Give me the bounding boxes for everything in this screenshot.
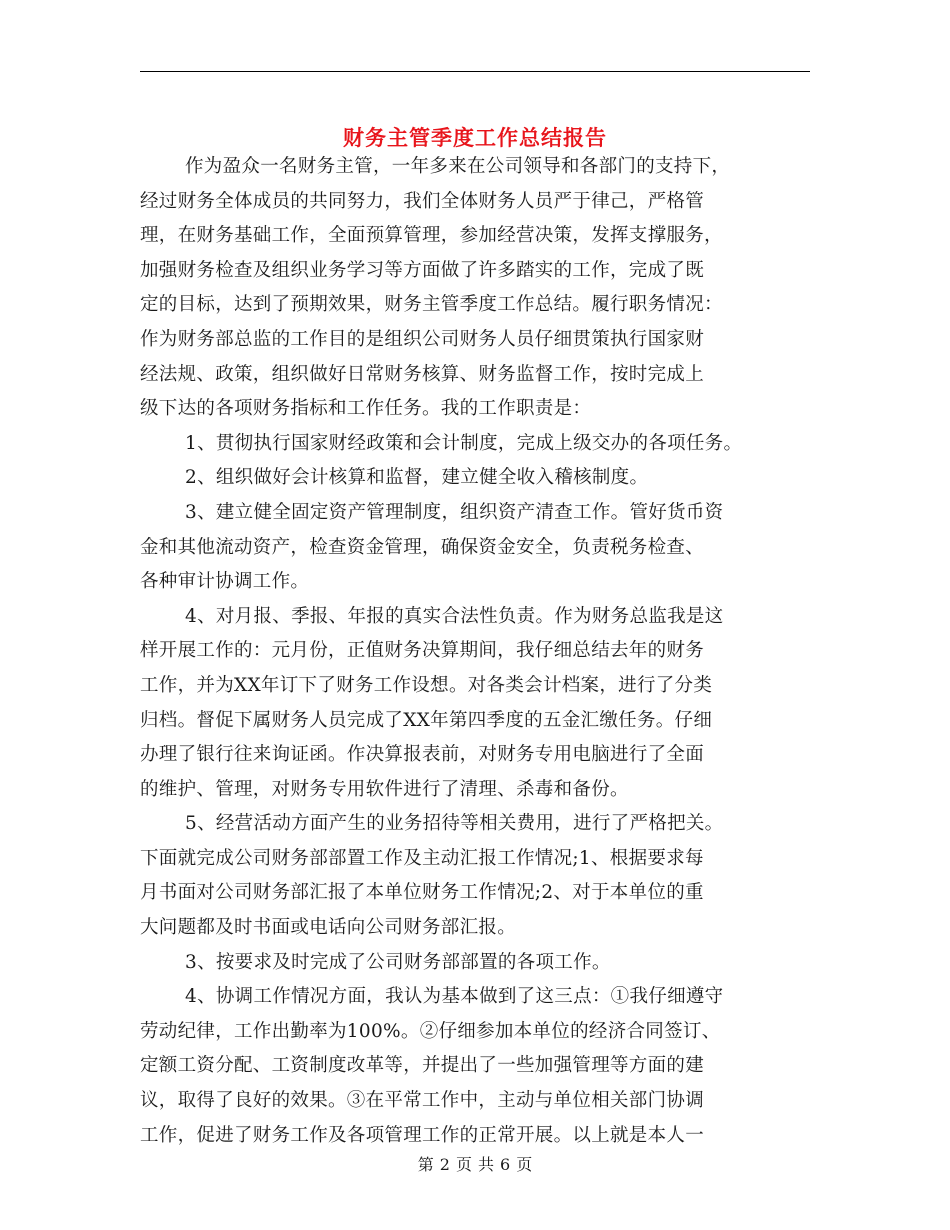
body-line: 样开展工作的：元月份，正值财务决算期间，我仔细总结去年的财务 [140, 640, 705, 662]
body-line: 工作，并为XX年订下了财务工作设想。对各类会计档案，进行了分类 [140, 674, 713, 696]
document-body [140, 150, 820, 1153]
body-line: 各种审计协调工作。 [140, 571, 310, 593]
footer-page-prefix: 第 [417, 1155, 434, 1174]
body-line: 办理了银行往来询证函。作决算报表前，对财务专用电脑进行了全面 [140, 744, 705, 766]
body-line: 大问题都及时书面或电话向公司财务部汇报。 [140, 917, 517, 939]
body-line: 作为财务部总监的工作目的是组织公司财务人员仔细贯策执行国家财 [140, 328, 705, 350]
body-line: 4、协调工作情况方面，我认为基本做到了这三点：①我仔细遵守 [185, 986, 724, 1008]
body-line: 作为盈众一名财务主管，一年多来在公司领导和各部门的支持下， [185, 156, 731, 177]
body-line: 议，取得了良好的效果。③在平常工作中，主动与单位相关部门协调 [140, 1090, 705, 1112]
footer-page-suffix: 页 [516, 1155, 533, 1174]
body-line: 1、贯彻执行国家财经政策和会计制度，完成上级交办的各项任务。 [185, 432, 743, 454]
body-line: 级下达的各项财务指标和工作任务。我的工作职责是： [140, 398, 592, 420]
footer-current-page: 2 [439, 1155, 450, 1174]
body-line: 定的目标，达到了预期效果，财务主管季度工作总结。履行职务情况： [140, 294, 723, 316]
body-line: 4、对月报、季报、年报的真实合法性负责。作为财务总监我是这 [185, 605, 724, 627]
footer-total-label: 共 [478, 1155, 495, 1174]
body-line: 归档。督促下属财务人员完成了XX年第四季度的五金汇缴任务。仔细 [140, 709, 713, 731]
body-line: 3、按要求及时完成了公司财务部部置的各项工作。 [185, 951, 611, 973]
body-line: 金和其他流动资产，检查资金管理，确保资金安全，负责税务检查、 [140, 536, 705, 558]
header-rule [140, 71, 810, 72]
body-line: 理，在财务基础工作，全面预算管理，参加经营决策，发挥支撑服务， [140, 225, 723, 247]
body-line: 加强财务检查及组织业务学习等方面做了许多踏实的工作，完成了既 [140, 259, 705, 281]
body-line: 3、建立健全固定资产管理制度，组织资产清查工作。管好货币资 [185, 501, 724, 523]
page-footer [0, 1153, 950, 1177]
document-title: 财务主管季度工作总结报告 [343, 125, 607, 151]
body-line: 月书面对公司财务部汇报了本单位财务工作情况;2、对于本单位的重 [140, 882, 704, 904]
body-line: 的维护、管理，对财务专用软件进行了清理、杀毒和备份。 [140, 778, 629, 800]
footer-total-pages: 6 [500, 1155, 511, 1174]
body-line: 5、经营活动方面产生的业务招待等相关费用，进行了严格把关。 [185, 813, 724, 835]
body-line: 劳动纪律，工作出勤率为100%。②仔细参加本单位的经济合同签订、 [140, 1020, 721, 1042]
body-line: 定额工资分配、工资制度改革等，并提出了一些加强管理等方面的建 [140, 1055, 705, 1077]
body-line: 经过财务全体成员的共同努力，我们全体财务人员严于律己，严格管 [140, 190, 705, 212]
body-line: 工作，促进了财务工作及各项管理工作的正常开展。以上就是本人一 [140, 1124, 705, 1146]
body-line: 2、组织做好会计核算和监督，建立健全收入稽核制度。 [185, 467, 649, 489]
body-line: 下面就完成公司财务部部置工作及主动汇报工作情况;1、根据要求每 [140, 847, 704, 869]
body-line: 经法规、政策，组织做好日常财务核算、财务监督工作，按时完成上 [140, 363, 705, 385]
footer-page-mid: 页 [455, 1155, 472, 1174]
